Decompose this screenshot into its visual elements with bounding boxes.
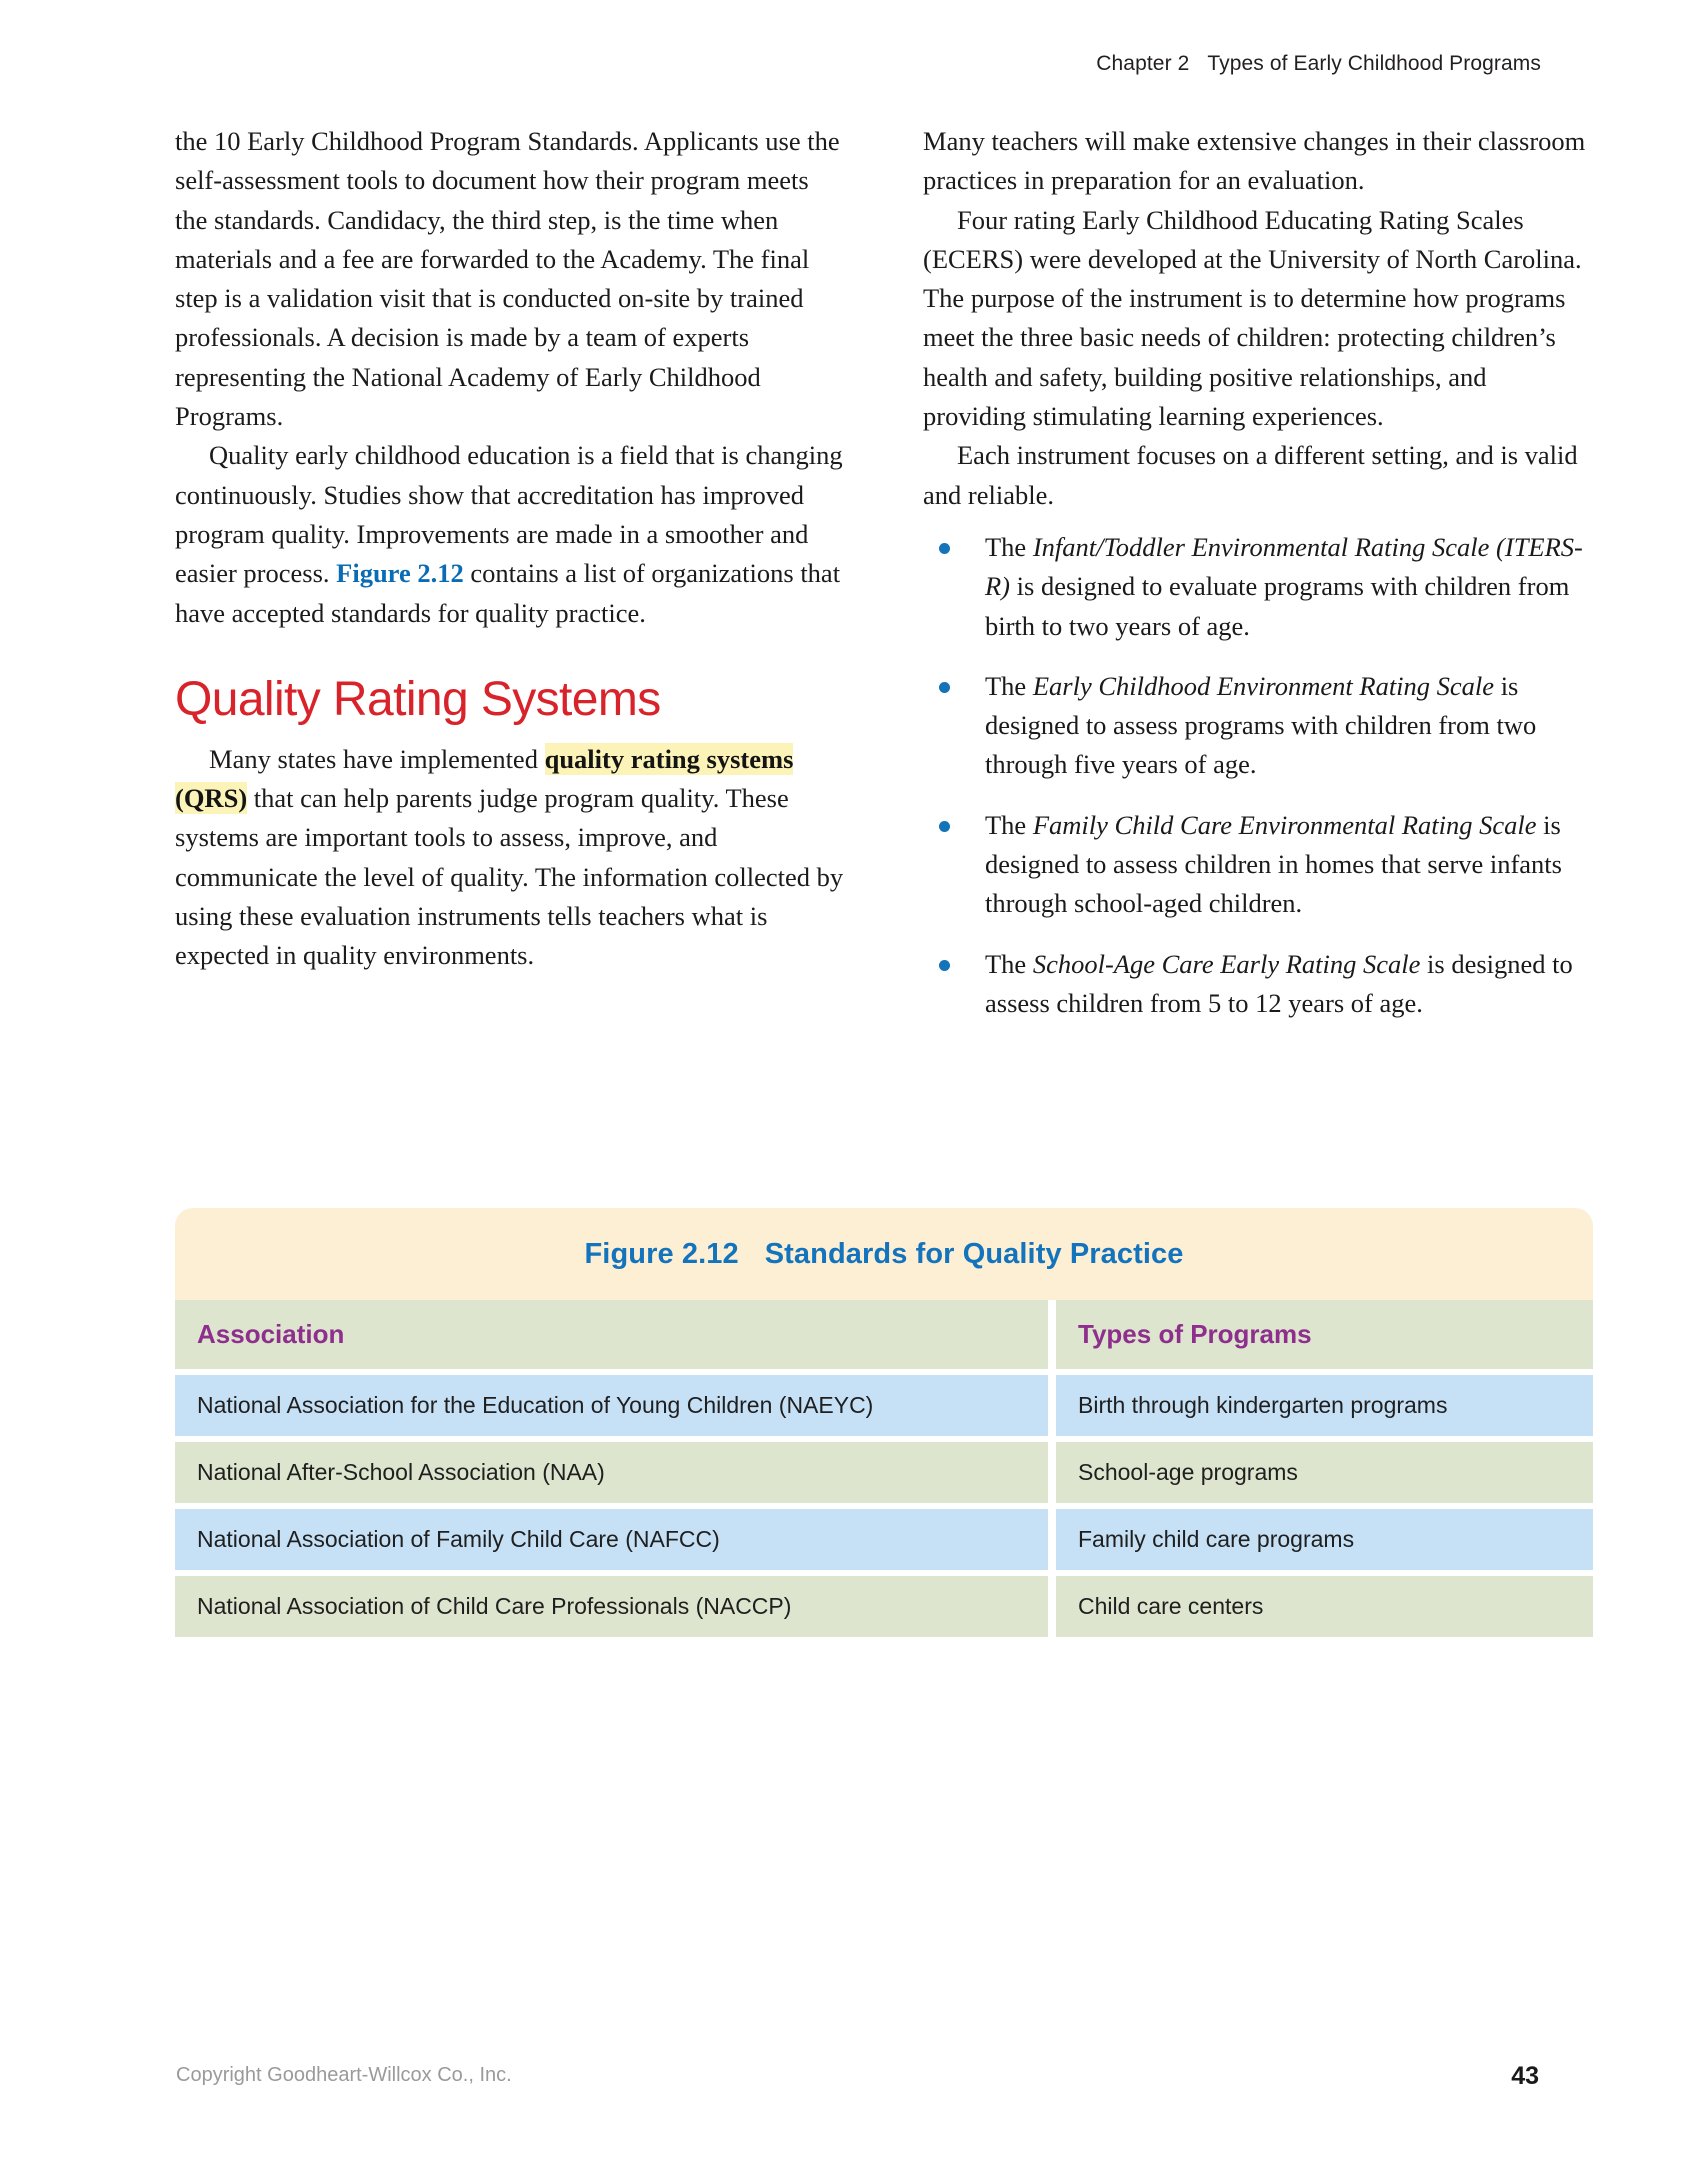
cell-program-type: Birth through kindergarten programs — [1056, 1375, 1593, 1436]
table-header-row — [175, 1300, 1593, 1369]
figure-caption: Standards for Quality Practice — [764, 1237, 1184, 1270]
list-item-scale-name: Early Childhood Environment Rating Scale — [1032, 670, 1495, 701]
list-item — [923, 667, 1593, 785]
list-item-before: The — [985, 670, 1033, 701]
right-paragraph-2: Four rating Early Childhood Educating Rating Scales (ECERS) were developed at the University of North Carolina. The purpose of the instrument is to determine how programs meet the three basic needs of children: protecting children’s health and safety, building positive relationships, and providing stimulating learning experiences. — [923, 204, 1582, 432]
left-paragraph-2-after-ref: contains a list of organizations that have accepted standards for quality practice. — [175, 558, 841, 628]
footer-copyright: Copyright Goodheart-Willcox Co., Inc. — [176, 2064, 512, 2086]
list-item-before: The — [985, 948, 1033, 979]
section-heading-quality-rating-systems: Quality Rating Systems — [175, 672, 661, 726]
list-item-scale-name: Family Child Care Environmental Rating Scale — [1032, 809, 1537, 840]
bullet-dot-icon — [939, 682, 950, 693]
table-row — [175, 1442, 1593, 1503]
right-paragraph-3: Each instrument focuses on a different setting, and is valid and reliable. — [923, 440, 1578, 510]
cell-program-type: Child care centers — [1056, 1576, 1593, 1637]
running-head-title: Types of Early Childhood Programs — [1207, 52, 1541, 75]
figure-number: Figure 2.12 — [584, 1237, 739, 1270]
table-row — [175, 1375, 1593, 1436]
rating-scales-list — [923, 528, 1593, 1023]
cell-association: National Association of Family Child Care (NAFCC) — [175, 1509, 1048, 1570]
left-paragraph-3-after-term: that can help parents judge program quality. These systems are important tools to assess, improve, and communicate the level of quality. The information collected by using these evaluation instruments tells teachers what is expected in quality environments. — [175, 783, 844, 971]
bullet-dot-icon — [939, 543, 950, 554]
list-item-before: The — [985, 809, 1033, 840]
list-item — [923, 945, 1593, 1024]
running-head-chapter: Chapter 2 — [1096, 52, 1190, 75]
right-paragraph-1: Many teachers will make extensive changes in their classroom practices in preparation for an evaluation. — [923, 126, 1586, 196]
running-head — [1096, 52, 1541, 76]
left-paragraph-3-before-term: Many states have implemented — [209, 743, 545, 774]
figure-title-bar — [175, 1208, 1593, 1300]
column-divider — [1048, 1509, 1056, 1570]
list-item-after: is designed to assess children from 5 to 12 years of age. — [985, 948, 1573, 1018]
list-item-after: is designed to assess programs with children from two through five years of age. — [985, 670, 1537, 780]
left-paragraph-2-before-ref: Quality early childhood education is a field that is changing continuously. Studies show that accreditation has improved program quality. Improvements are made in a smoother and easier process. — [175, 440, 843, 589]
figure-2-12 — [175, 1208, 1593, 1637]
column-divider — [1048, 1576, 1056, 1637]
column-divider — [1048, 1300, 1056, 1369]
column-divider — [1048, 1375, 1056, 1436]
list-item-after: is designed to evaluate programs with children from birth to two years of age. — [985, 571, 1570, 641]
table-row — [175, 1576, 1593, 1637]
bullet-dot-icon — [939, 960, 950, 971]
cell-program-type: School-age programs — [1056, 1442, 1593, 1503]
right-column — [923, 122, 1593, 1044]
left-column — [175, 122, 845, 1044]
cell-association: National Association of Child Care Professionals (NACCP) — [175, 1576, 1048, 1637]
cell-program-type: Family child care programs — [1056, 1509, 1593, 1570]
page-number: 43 — [1511, 2062, 1539, 2090]
standards-table — [175, 1300, 1593, 1637]
left-paragraph-2 — [175, 436, 845, 632]
list-item — [923, 806, 1593, 924]
cell-association: National After-School Association (NAA) — [175, 1442, 1048, 1503]
left-paragraph-1: the 10 Early Childhood Program Standards. Applicants use the self-assessment tools to document how their program meets the standards. Candidacy, the third step, is the time when materials and a fee are forwarded to the Academy. The final step is a validation visit that is conducted on-site by trained professionals. A decision is made by a team of experts representing the National Academy of Early Childhood Programs. — [175, 126, 840, 432]
list-item-after: is designed to assess children in homes that serve infants through school-aged children. — [985, 809, 1562, 919]
list-item-before: The — [985, 531, 1033, 562]
left-paragraph-3 — [175, 740, 845, 976]
list-item-scale-name: School-Age Care Early Rating Scale — [1032, 948, 1421, 979]
list-item — [923, 528, 1593, 646]
cell-association: National Association for the Education of Young Children (NAEYC) — [175, 1375, 1048, 1436]
figure-title — [584, 1238, 1183, 1271]
column-header-association: Association — [175, 1300, 1048, 1369]
list-item-scale-name: Infant/Toddler Environmental Rating Scale (ITERS-R) — [985, 531, 1583, 602]
column-divider — [1048, 1442, 1056, 1503]
body-columns — [175, 122, 1593, 1044]
figure-reference-link[interactable]: Figure 2.12 — [336, 558, 464, 589]
column-header-types-of-programs: Types of Programs — [1056, 1300, 1593, 1369]
bullet-dot-icon — [939, 821, 950, 832]
table-row — [175, 1509, 1593, 1570]
key-term-quality-rating-systems: quality rating systems (QRS) — [175, 743, 794, 814]
